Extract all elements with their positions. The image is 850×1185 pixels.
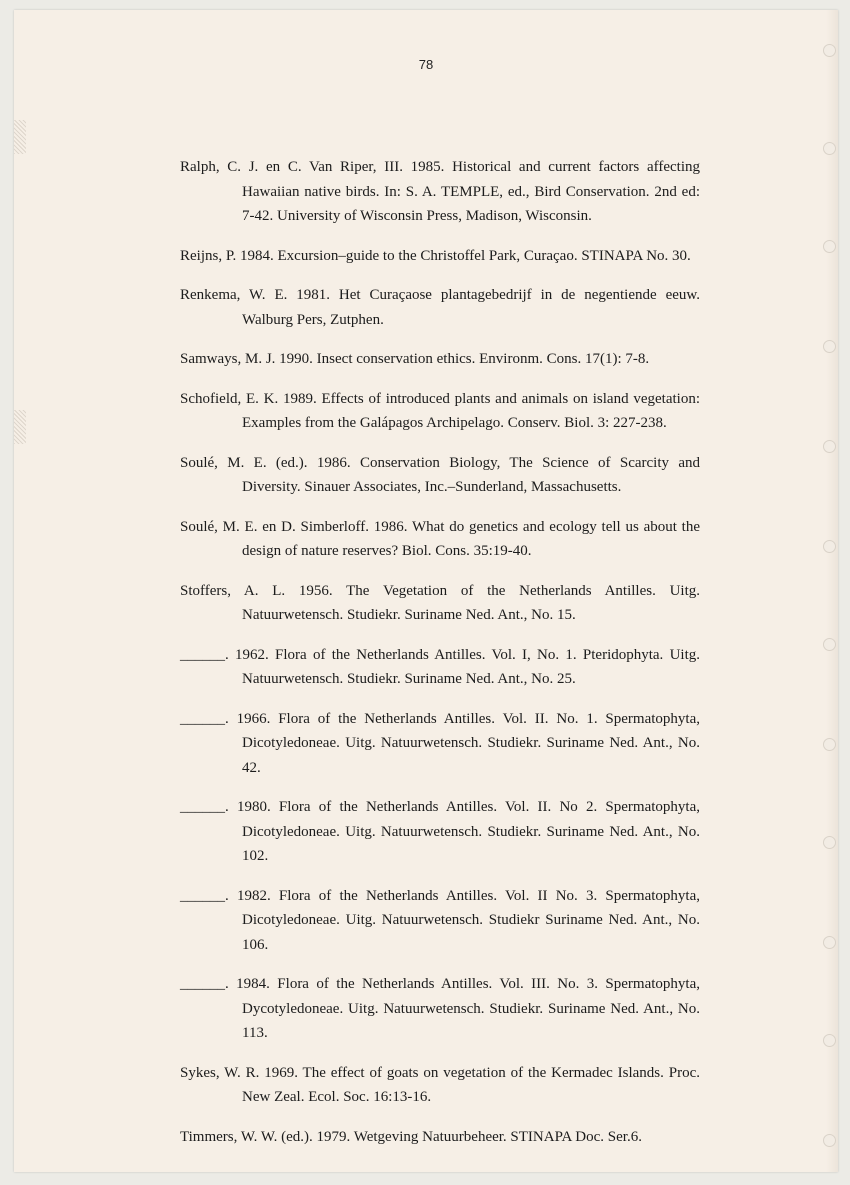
punch-hole [823, 44, 836, 57]
reference-entry: ______. 1962. Flora of the Netherlands Antilles. Vol. I, No. 1. Pteridophyta. Uitg. Natuurwetensch. Studiekr. Suriname Ned. Ant., No. 25. [180, 646, 700, 687]
scan-speckle [14, 120, 26, 154]
reference-entry: Ralph, C. J. en C. Van Riper, III. 1985. Historical and current factors affecting Hawaiian native birds. In: S. A. TEMPLE, ed., Bird Conservation. 2nd ed: 7-42. University of Wisconsin Press, Madison, Wisconsin. [180, 159, 700, 224]
reference-entry: Sykes, W. R. 1969. The effect of goats on vegetation of the Kermadec Islands. Proc. New Zeal. Ecol. Soc. 16:13-16. [180, 1064, 700, 1105]
punch-hole [823, 240, 836, 253]
punch-hole [823, 1034, 836, 1047]
punch-hole [823, 440, 836, 453]
punch-hole [823, 1134, 836, 1147]
reference-entry: Soulé, M. E. (ed.). 1986. Conservation Biology, The Science of Scarcity and Diversity. Sinauer Associates, Inc.–Sunderland, Massachusetts. [180, 454, 700, 495]
reference-entry: Stoffers, A. L. 1956. The Vegetation of the Netherlands Antilles. Uitg. Natuurwetensch. Studiekr. Suriname Ned. Ant., No. 15. [180, 582, 700, 623]
reference-entry: Renkema, W. E. 1981. Het Curaçaose plantagebedrijf in de negentiende eeuw. Walburg Pers, Zutphen. [180, 287, 700, 328]
reference-entry: Samways, M. J. 1990. Insect conservation ethics. Environm. Cons. 17(1): 7-8. [180, 351, 650, 367]
punch-hole [823, 638, 836, 651]
punch-hole [823, 142, 836, 155]
reference-entry: Schofield, E. K. 1989. Effects of introduced plants and animals on island vegetation: Examples from the Galápagos Archipelago. Conserv. Biol. 3: 227-238. [180, 390, 700, 431]
reference-list [180, 140, 700, 1149]
reference-entry: Timmers, W. W. (ed.). 1979. Wetgeving Natuurbeheer. STINAPA Doc. Ser.6. [180, 1128, 642, 1145]
scan-speckle [14, 410, 26, 444]
reference-entry: ______. 1980. Flora of the Netherlands Antilles. Vol. II. No 2. Spermatophyta, Dicotyledoneae. Uitg. Natuurwetensch. Studiekr. Suriname Ned. Ant., No. 102. [180, 799, 700, 864]
reference-entry: ______. 1966. Flora of the Netherlands Antilles. Vol. II. No. 1. Spermatophyta, Dicotyledoneae. Uitg. Natuurwetensch. Studiekr. Suriname Ned. Ant., No. 42. [180, 710, 700, 776]
punch-hole [823, 540, 836, 553]
reference-entry: Soulé, M. E. en D. Simberloff. 1986. What do genetics and ecology tell us about the design of nature reserves? Biol. Cons. 35:19-40. [180, 518, 700, 559]
reference-entry: ______. 1982. Flora of the Netherlands Antilles. Vol. II No. 3. Spermatophyta, Dicotyledoneae. Uitg. Natuurwetensch. Studiekr Suriname Ned. Ant., No. 106. [180, 887, 700, 953]
page-edge-shadow [826, 10, 838, 1172]
punch-hole [823, 936, 836, 949]
punch-hole [823, 738, 836, 751]
reference-entry: Reijns, P. 1984. Excursion–guide to the Christoffel Park, Curaçao. STINAPA No. 30. [180, 247, 691, 264]
reference-entry: ______. 1984. Flora of the Netherlands Antilles. Vol. III. No. 3. Spermatophyta, Dycotyledoneae. Uitg. Natuurwetensch. Studiekr. Suriname Ned. Ant., No. 113. [180, 976, 700, 1041]
punch-hole [823, 836, 836, 849]
page-number: 78 [418, 57, 434, 72]
document-page [14, 10, 838, 1172]
punch-hole [823, 340, 836, 353]
